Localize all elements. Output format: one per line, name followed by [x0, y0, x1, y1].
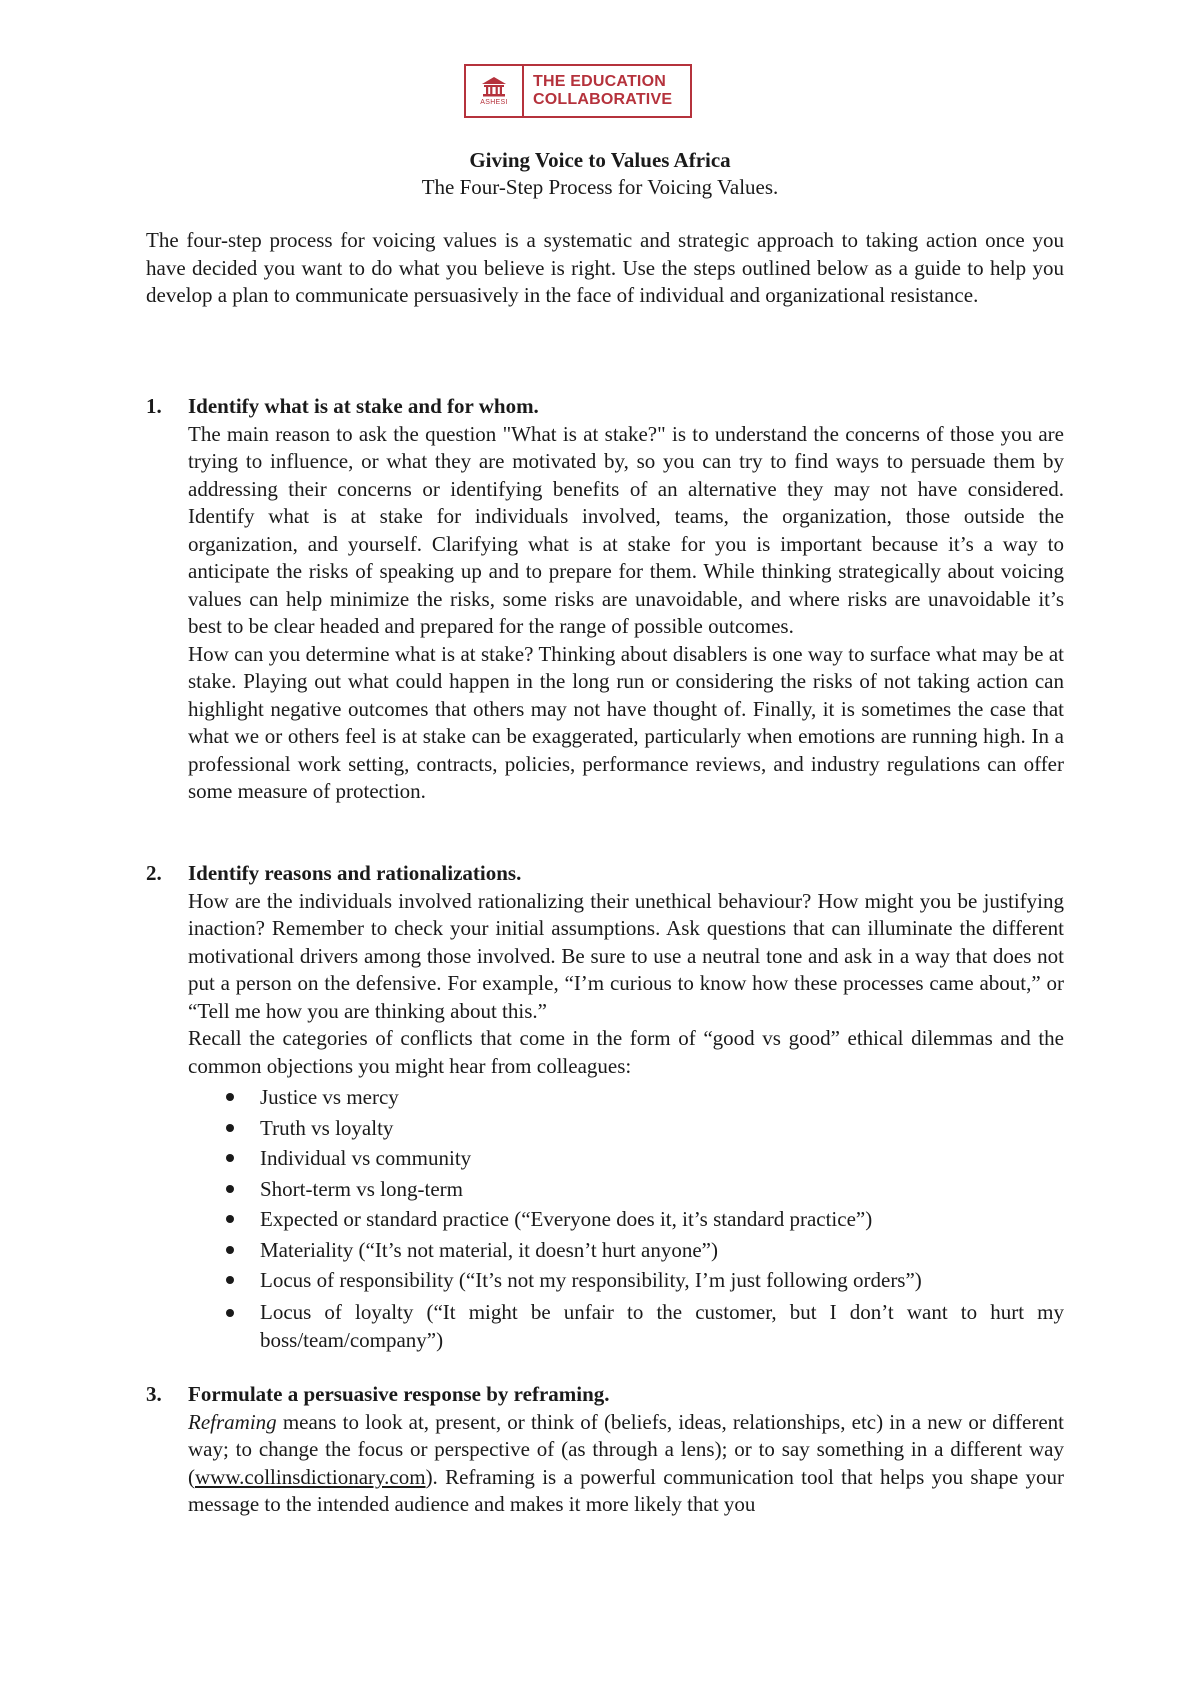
list-item: Locus of loyalty (“It might be unfair to the customer, but I don’t want to hurt my boss/team/company”) — [188, 1298, 1064, 1354]
step-heading — [146, 393, 1064, 421]
step-number: 2. — [146, 861, 162, 885]
bullet-icon — [226, 1154, 234, 1162]
step-3 — [146, 1381, 1064, 1519]
list-item: Materiality (“It’s not material, it doesn’t hurt anyone”) — [188, 1235, 1064, 1266]
step-heading — [146, 860, 1064, 888]
intro-paragraph: The four-step process for voicing values is a systematic and strategic approach to taking action once you have decided you want to do what you believe is right. Use the steps outlined below as a guide to help you develop a plan to communicate persuasively in the face of individual and organizational resistance. — [146, 228, 1064, 307]
bullet-icon — [226, 1215, 234, 1223]
document-title: Giving Voice to Values Africa — [469, 148, 731, 172]
logo-line-1: THE EDUCATION — [533, 73, 666, 90]
step-paragraph: Reframing means to look at, present, or think of (beliefs, ideas, relationships, etc) in a new or different way; to change the focus or perspective of (as through a lens); or to say something in a different way (www.collinsdictionary.com). Reframing is a powerful communication tool that helps you shape your message to the intended audience and makes it more likely that you — [188, 1409, 1064, 1516]
list-item: Truth vs loyalty — [188, 1113, 1064, 1144]
education-collaborative-logo — [464, 64, 692, 118]
step-paragraph: How can you determine what is at stake? Thinking about disablers is one way to surface what may be at stake. Playing out what could happen in the long run or considering the risks of not taking action can highlight negative outcomes that others may not have thought of. Finally, it is sometimes the case that what we or others feel is at stake can be exaggerated, particularly when emotions are running high. In a professional work setting, contracts, policies, performance reviews, and industry regulations can offer some measure of protection. — [188, 641, 1064, 803]
step-number: 3. — [146, 1382, 162, 1406]
list-item: Short-term vs long-term — [188, 1174, 1064, 1205]
step-2 — [146, 860, 1064, 1354]
step-heading — [146, 1381, 1064, 1409]
logo-line-2: COLLABORATIVE — [533, 91, 673, 108]
list-item: Individual vs community — [188, 1143, 1064, 1174]
list-item: Locus of responsibility (“It’s not my responsibility, I’m just following orders”) — [188, 1265, 1064, 1296]
step-body — [188, 1409, 1064, 1519]
building-icon — [481, 76, 507, 98]
step-title: Identify reasons and rationalizations. — [188, 861, 522, 885]
bullet-icon — [226, 1276, 234, 1284]
list-item: Expected or standard practice (“Everyone does it, it’s standard practice”) — [188, 1204, 1064, 1235]
document-subtitle: The Four-Step Process for Voicing Values. — [421, 175, 779, 199]
bullet-icon — [226, 1185, 234, 1193]
dictionary-link[interactable]: www.collinsdictionary.com — [195, 1464, 426, 1489]
logo-wordmark — [524, 73, 690, 109]
step-body — [188, 888, 1064, 1354]
objections-list — [188, 1082, 1064, 1354]
logo-small-text: ASHESI — [480, 99, 508, 106]
bullet-icon — [226, 1124, 234, 1132]
step-body — [188, 421, 1064, 806]
bullet-icon — [226, 1309, 234, 1317]
bullet-icon — [226, 1093, 234, 1101]
defined-term: Reframing — [188, 1409, 277, 1434]
step-paragraph: How are the individuals involved rationalizing their unethical behaviour? How might you be justifying inaction? Remember to check your initial assumptions. Ask questions that can illuminate the different motivational drivers among those involved. Be sure to use a neutral tone and ask in a way that does not put a person on the defensive. For example, “I’m curious to know how these processes came about,” or “Tell me how you are thinking about this.” — [188, 888, 1064, 1023]
step-title: Formulate a persuasive response by reframing. — [188, 1382, 610, 1406]
step-number: 1. — [146, 394, 162, 418]
list-item: Justice vs mercy — [188, 1082, 1064, 1113]
bullet-icon — [226, 1246, 234, 1254]
ashesi-emblem — [466, 66, 524, 116]
step-1 — [146, 393, 1064, 806]
step-paragraph: Recall the categories of conflicts that come in the form of “good vs good” ethical dilemmas and the common objections you might hear from colleagues: — [188, 1026, 1064, 1078]
step-title: Identify what is at stake and for whom. — [188, 394, 539, 418]
step-paragraph: The main reason to ask the question "What is at stake?" is to understand the concerns of those you are trying to influence, or what they are motivated by, so you can try to find ways to persuade them by addressing their concerns or identifying benefits of an alternative they may not have considered. Identify what is at stake for individuals involved, teams, the organization, those outside the organization, and yourself. Clarifying what is at stake for you is important because it’s a way to anticipate the risks of speaking up and to prepare for them. While thinking strategically about voicing values can help minimize the risks, some risks are unavoidable, and where risks are unavoidable it’s best to be clear headed and prepared for the range of possible outcomes. — [188, 421, 1064, 638]
